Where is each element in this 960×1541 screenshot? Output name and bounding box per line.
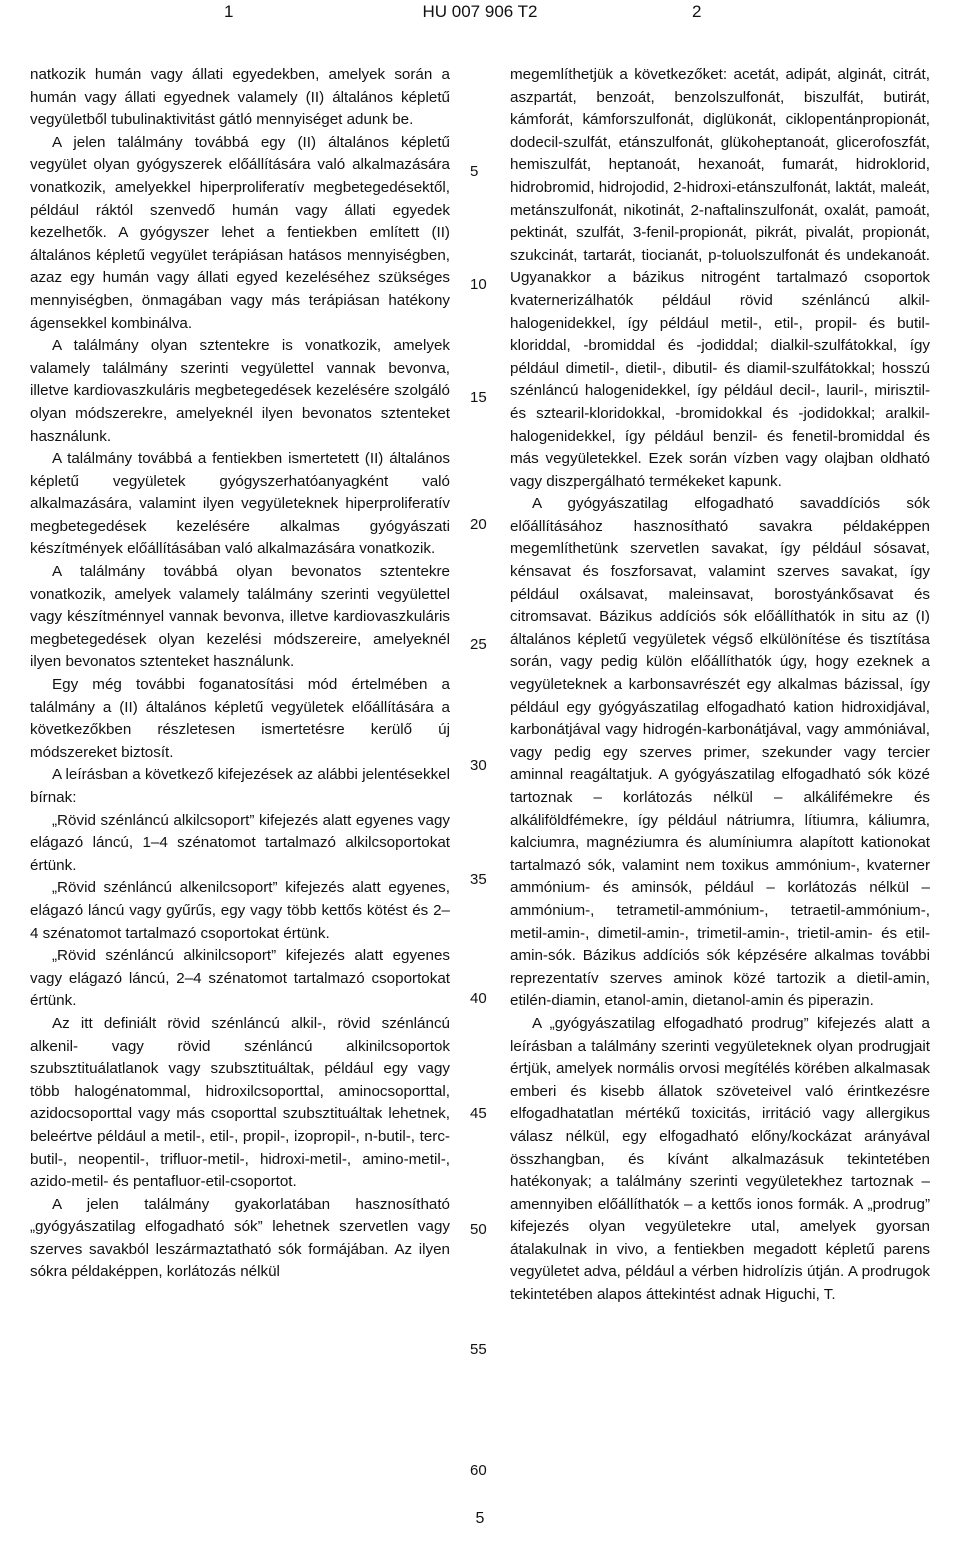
- paragraph: A találmány továbbá olyan bevonatos sztentekre vonatkozik, amelyek valamely találmány szerinti vegyülettel vagy készítménnyel vannak bevonva, illetve kardiovaszkuláris megbetegedések olyan kezelési módszereire, amelyeknél ilyen bevonatos sztenteket használunk.: [30, 563, 450, 671]
- line-number: 55: [470, 1341, 487, 1358]
- page-footer-number: 5: [475, 1510, 485, 1527]
- line-number: 60: [470, 1462, 487, 1479]
- paragraph: „Rövid szénláncú alkilcsoport” kifejezés alatt egyenes vagy elágazó láncú, 1–4 szénatomot tartalmazó alkilcsoportokat értünk.: [30, 811, 450, 874]
- paragraph: A találmány továbbá a fentiekben ismertetett (II) általános képletű vegyületek gyógyszerhatóanyagként való alkalmazására, valamint ilyen vegyületeknek hiperproliferatív megbetegedések kezelésére alkalmas gyógyászati készítmények előállításában való alkalmazására vonatkozik.: [30, 450, 450, 558]
- paragraph: A leírásban a következő kifejezések az alábbi jelentésekkel bírnak:: [30, 766, 450, 806]
- line-number: 45: [470, 1105, 487, 1122]
- right-page-number: 2: [692, 2, 702, 21]
- paragraph: A jelen találmány gyakorlatában hasznosítható „gyógyászatilag elfogadható sók” lehetnek szervetlen vagy szerves savakból leszármaztatható sók formájában. Az ilyen sókra példaképpen, korlátozás nélkül: [30, 1195, 450, 1281]
- line-number: 5: [470, 163, 479, 180]
- paragraph: Az itt definiált rövid szénláncú alkil-, rövid szénláncú alkenil- vagy rövid szénláncú alkinilcsoportok szubsztituálatlanok vagy szubsztituáltak, például egy vagy több halogénatommal, hidroxilcsoporttal, aminocsoporttal, azidocsoporttal vagy más csoporttal szubsztituáltak lehetnek, beleértve például a metil-, etil-, propil-, izopropil-, n-butil-, terc-butil-, neopentil-, trifluor-metil-, hidroxi-metil-, amino-metil-, azido-metil- és pentafluor-etil-csoportot.: [30, 1014, 450, 1191]
- line-number: 30: [470, 757, 487, 774]
- line-number: 15: [470, 389, 487, 406]
- line-number: 40: [470, 990, 487, 1007]
- paragraph: A jelen találmány továbbá egy (II) általános képletű vegyület olyan gyógyszerek előállítására való alkalmazására vonatkozik, amelyekkel hiperproliferatív megbetegedésektől, például ráktól szenvedő humán vagy állati egyedek kezelhetők. A gyógyszer lehet a fentiekben említett (II) általános képletű vegyület terápiásan hatásos mennyiségben, azaz egy humán vagy állati egyed kezeléséhez szükséges mennyiségben, önmagában vagy más terápiásan hatékony ágensekkel kombinálva.: [30, 133, 450, 332]
- line-number: 25: [470, 636, 487, 653]
- left-column: [30, 64, 450, 1284]
- line-number: 20: [470, 516, 487, 533]
- paragraph: „Rövid szénláncú alkinilcsoport” kifejezés alatt egyenes vagy elágazó láncú, 2–4 szénatomot tartalmazó csoportokat értünk.: [30, 947, 450, 1010]
- right-column: [510, 64, 930, 1307]
- left-page-number: 1: [224, 2, 234, 21]
- paragraph: „Rövid szénláncú alkenilcsoport” kifejezés alatt egyenes, elágazó láncú vagy gyűrűs, egy vagy több kettős kötést és 2–4 szénatomot tartalmazó csoportokat értünk.: [30, 879, 450, 942]
- paragraph: Egy még további foganatosítási mód értelmében a találmány a (II) általános képletű vegyületek előállítására a következőkben részletesen ismertetésre kerülő új módszereket biztosít.: [30, 676, 450, 761]
- line-number: 35: [470, 871, 487, 888]
- document-id: HU 007 906 T2: [422, 2, 538, 21]
- line-number: 10: [470, 276, 487, 293]
- paragraph: megemlíthetjük a következőket: acetát, adipát, alginát, citrát, aszpartát, benzoát, benzolszulfonát, biszulfát, butirát, kámforát, kámforszulfonát, diglükonát, ciklopentánpropionát, dodecil-szulfát, etánszulfonát, glükoheptanoát, glicerofoszfát, hemiszulfát, heptanoát, hexanoát, fumarát, hidroklorid, hidrobromid, hidrojodid, 2-hidroxi-etánszulfonát, laktát, maleát, metánszulfonát, nikotinát, 2-naftalinszulfonát, oxalát, pamoát, pektinát, szulfát, 3-fenil-propionát, pikrát, pivalát, propionát, szukcinát, tartarát, tiocianát, p-toluolszulfonát és undekanoát. Ugyanakkor a bázikus nitrogént tartalmazó csoportok kvaternerizálhatók például rövid szénláncú alkil-halogenidekkel, így például metil-, etil-, propil- és butil-kloriddal, -bromiddal és -jodiddal; dialkil-szulfátokkal, így például dimetil-, dietil-, dibutil- és diamil-szulfátokkal; hosszú szénláncú halogenidekkel, így például decil-, lauril-, mirisztil- és sztearil-kloridokkal, -bromidokkal és -jodidokkal; aralkil-halogenidekkel, így például benzil- és fenetil-bromiddal és más vegyületekkel. Ezek során vízben vagy olajban oldható vagy diszpergálható termékeket kapunk.: [510, 66, 930, 490]
- line-number: 50: [470, 1221, 487, 1238]
- paragraph: A találmány olyan sztentekre is vonatkozik, amelyek valamely találmány szerinti vegyülettel vannak bevonva, illetve kardiovaszkuláris megbetegedések kezelésére szolgáló olyan módszerekre, amelyeknél ilyen bevonatos sztenteket használunk.: [30, 337, 450, 445]
- page-header: [0, 0, 960, 28]
- paragraph: A gyógyászatilag elfogadható savaddíciós sók előállításához hasznosítható savakra példaképpen megemlíthetünk szervetlen savakat, így például sósavat, kénsavat és foszforsavat, valamint szerves savakat, így például oxálsavat, maleinsavat, borostyánkősavat és citromsavat. Bázikus addíciós sók előállíthatók in situ az (I) általános képletű vegyületek végső elkülönítése és tisztítása során, vagy pedig külön előállíthatók úgy, hogy ezeknek a vegyületeknek a karbonsavrészét egy alkalmas bázissal, így például egy gyógyászatilag elfogadható kation hidroxidjával, karbonátjával vagy hidrogén-karbonátjával, vagy ammóniával, vagy pedig egy szerves primer, szekunder vagy tercier aminnal reagáltatjuk. A gyógyászatilag elfogadható sók közé tartoznak – korlátozás nélkül – alkálifémekre és alkáliföldfémekre, így például nátriumra, lítiumra, káliumra, kalciumra, magnéziumra és alumíniumra alapított kationokat tartalmazó sók, valamint nem toxikus ammónium-, kvaterner ammónium- és aminsók, például – korlátozás nélkül – ammónium-, tetrametil-ammónium-, tetraetil-ammónium-, metil-amin-, dimetil-amin-, trimetil-amin-, trietil-amin- és etil-amin-sók. Bázikus addíciós sók képzésére alkalmas további reprezentatív szerves aminok közé tartozik a dietil-amin, etilén-diamin, etanol-amin, dietanol-amin és piperazin.: [510, 495, 930, 1010]
- paragraph: A „gyógyászatilag elfogadható prodrug” kifejezés alatt a leírásban a találmány szerinti vegyületeknek olyan prodrugjait értjük, amelyek normális orvosi megítélés körében alkalmasak emberi és kisebb állatok szöveteivel való érintkezésre elfogadhatatlan mértékű toxicitás, irritáció vagy allergikus válasz nélkül, egy elfogadható előny/kockázat arányával összhangban, és kívánt alkalmazásuk tekintetében hatékonyak; a találmány szerinti vegyületekhez tartoznak – amennyiben előállíthatók – a kettős ionos formák. A „prodrug” kifejezés olyan vegyületekre utal, amelyek gyorsan átalakulnak in vivo, a fentiekben megadott képletű parens vegyületet adva, például a vérben hidrolízis útján. A prodrugok tekintetében alapos áttekintést adnak Higuchi, T.: [510, 1014, 930, 1304]
- paragraph: natkozik humán vagy állati egyedekben, amelyek során a humán vagy állati egyednek valamely (II) általános képletű vegyületből tubulinaktivitást gátló mennyiséget adunk be.: [30, 66, 450, 129]
